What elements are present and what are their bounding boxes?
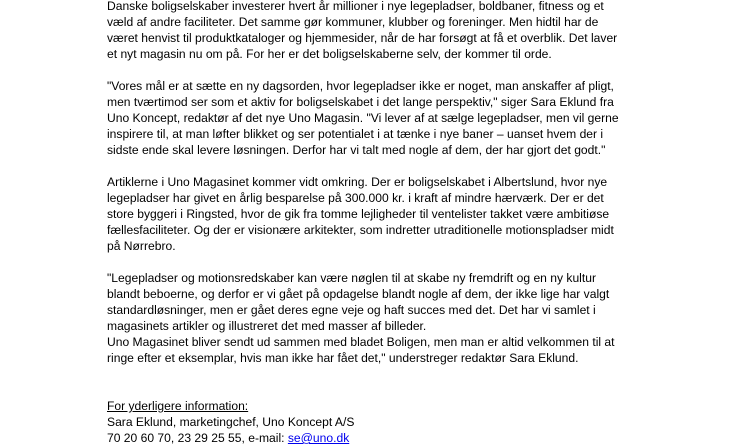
text-line: Danske boligselskaber investerer hvert år millioner i nye legepladser, boldbaner, fitness og et (107, 0, 604, 13)
contact-phone-line (107, 430, 707, 446)
text-line: et nyt magasin nu om på. For her er det boligselskaberne selv, der kommer til orde. (107, 47, 552, 61)
contact-email-link[interactable]: se@uno.dk (287, 431, 350, 445)
contact-heading: For yderligere information: (107, 399, 249, 413)
text-line: magasinets artikler og illustreret det med masser af billeder. (107, 319, 427, 333)
paragraph (107, 270, 707, 366)
text-line: ringe efter et eksemplar, hvis man ikke har fået det," understreger redaktør Sara Eklund. (107, 351, 579, 365)
text-line: Artiklerne i Uno Magasinet kommer vidt omkring. Der er boligselskabet i Albertslund, hvor nye (107, 175, 608, 189)
text-line: inspirere til, at man løfter blikket og ser potentialet i at tænke i nye baner – uanset hvem der i (107, 127, 604, 141)
text-line: sidste ende skal levere løsningen. Derfor har vi talt med nogle af dem, der har gjort det godt." (107, 143, 606, 157)
text-line: store byggeri i Ringsted, hvor de gik fra tomme lejligheder til ventelister takket være ambitiøse (107, 207, 610, 221)
paragraph (107, 0, 707, 62)
text-line: "Legepladser og motionsredskaber kan være nøglen til at skabe ny fremdrift og en ny kultur (107, 271, 596, 285)
paragraph (107, 78, 707, 158)
text-line: "Vores mål er at sætte en ny dagsorden, hvor legepladser ikke er noget, man anskaffer af pligt, (107, 79, 614, 93)
text-line: Uno Magasinet bliver sendt ud sammen med bladet Boligen, men man er altid velkommen til at (107, 335, 615, 349)
text-line: fællesfaciliteter. Og der er visionære arkitekter, som indretter utraditionelle motionspladser midt (107, 223, 614, 237)
paragraph (107, 174, 707, 254)
text-line: væld af andre faciliteter. Det samme gør kommuner, klubber og foreninger. Men hidtil har de (107, 15, 599, 29)
contact-name: Sara Eklund, marketingchef, Uno Koncept A/S (107, 415, 355, 429)
contact-block (107, 398, 707, 446)
press-release-document (107, 0, 707, 446)
text-line: men tværtimod ser som et aktiv for boligselskabet i det lange perspektiv," siger Sara Eklund fra (107, 95, 614, 109)
text-line: på Nørrebro. (107, 239, 176, 253)
body-text (107, 0, 707, 366)
text-line: været henvist til produktkataloger og hjemmesider, når de har forsøgt at få et overblik. Det laver (107, 31, 618, 45)
text-line: standardløsninger, men er gået deres egne veje og haft succes med det. Det har vi samlet i (107, 303, 596, 317)
text-line: blandt beboerne, og derfor er vi gået på opdagelse blandt nogle af dem, der ikke lige har valgt (107, 287, 610, 301)
contact-phone: 70 20 60 70, 23 29 25 55, e-mail: (107, 431, 288, 445)
text-line: legepladser har givet en årlig besparelse på 300.000 kr. i kraft af mindre hærværk. Der er det (107, 191, 604, 205)
text-line: Uno Koncept, redaktør af det nye Uno Magasin. "Vi lever af at sælge legepladser, men vil gerne (107, 111, 619, 125)
